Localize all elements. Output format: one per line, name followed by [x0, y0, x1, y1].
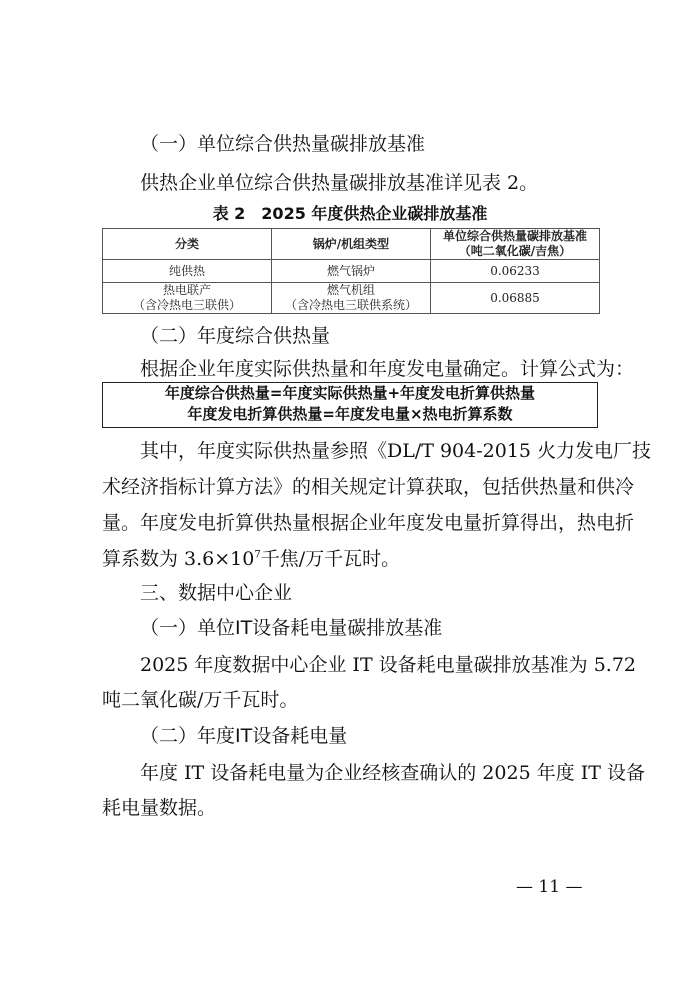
table-header-row — [103, 229, 600, 260]
cell-type: 燃气机组 （含冷热电三联供系统） — [272, 283, 431, 314]
page-number: — 11 — — [516, 877, 583, 897]
cell-value: 0.06233 — [431, 260, 600, 283]
paragraph-annual-heat: 根据企业年度实际供热量和年度发电量确定。计算公式为： — [140, 358, 635, 380]
paragraph-line: 算系数为 $3.6\times 10^7$千焦/万千瓦时。 — [102, 548, 401, 570]
paragraph-line: 术经济指标计算方法》的相关规定计算获取，包括供热量和供冷 — [102, 476, 635, 498]
table-row — [103, 260, 600, 283]
table-row — [103, 283, 600, 314]
header-category: 分类 — [103, 229, 272, 260]
paragraph-line: 吨二氧化碳/万千瓦时。 — [102, 689, 299, 711]
paragraph-line: 量。年度发电折算供热量根据企业年度发电量折算得出，热电折 — [102, 512, 635, 534]
formula-line: 年度综合供热量=年度实际供热量+年度发电折算供热量 — [164, 384, 536, 402]
section-heading-annual-heat: （二）年度综合供热量 — [140, 325, 331, 347]
cell-category: 纯供热 — [103, 260, 272, 283]
cell-category: 热电联产 （含冷热电三联供） — [103, 283, 272, 314]
header-type: 锅炉/机组类型 — [272, 229, 431, 260]
benchmark-table — [102, 228, 600, 314]
paragraph-heat-benchmark: 供热企业单位综合供热量碳排放基准详见表 2。 — [140, 172, 539, 194]
section-heading-data-center: 三、数据中心企业 — [140, 582, 293, 604]
cell-type: 燃气锅炉 — [272, 260, 431, 283]
table-title: 表 2 2025 年度供热企业碳排放基准 — [212, 204, 488, 223]
section-heading-it-consumption: （二）年度IT设备耗电量 — [140, 725, 348, 747]
paragraph-line: 2025 年度数据中心企业 IT 设备耗电量碳排放基准为 5.72 — [140, 654, 636, 676]
formula-line: 年度发电折算供热量=年度发电量×热电折算系数 — [187, 405, 513, 423]
section-heading-it-benchmark: （一）单位IT设备耗电量碳排放基准 — [140, 617, 443, 639]
section-heading-heat-benchmark: （一）单位综合供热量碳排放基准 — [140, 133, 426, 155]
paragraph-line: 年度 IT 设备耗电量为企业经核查确认的 2025 年度 IT 设备 — [140, 762, 645, 784]
cell-value: 0.06885 — [431, 283, 600, 314]
paragraph-line: 耗电量数据。 — [102, 797, 217, 819]
header-benchmark: 单位综合供热量碳排放基准 （吨二氧化碳/吉焦） — [431, 229, 600, 260]
formula-box — [102, 382, 598, 428]
paragraph-line: 其中，年度实际供热量参照《DL/T 904-2015 火力发电厂技 — [140, 440, 652, 462]
